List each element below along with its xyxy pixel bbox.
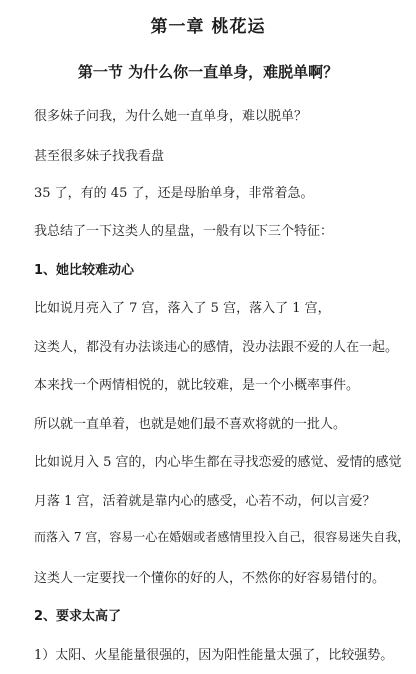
- paragraph: 所以就一直单着，也就是她们最不喜欢将就的一批人。: [34, 417, 347, 432]
- paragraph: 35 了，有的 45 了，还是母胎单身，非常着急。: [34, 186, 314, 201]
- paragraph: 本来找一个两情相悦的，就比较难，是一个小概率事件。: [34, 378, 360, 393]
- paragraph: 1）太阳、火星能量很强的，因为阳性能量太强了，比较强势。: [34, 648, 394, 663]
- section-title: 第一节 为什么你一直单身，难脱单啊？: [77, 63, 339, 81]
- paragraph: 比如说月亮入了 7 宫，落入了 5 宫，落入了 1 宫，: [34, 301, 331, 316]
- paragraph: 甚至很多妹子找我看盘: [34, 149, 165, 164]
- chapter-title: 第一章 桃花运: [150, 17, 266, 37]
- paragraph: 这类人，都没有办法谈违心的感情，没办法跟不爱的人在一起。: [34, 340, 399, 355]
- paragraph: 比如说月入 5 宫的，内心毕生都在寻找恋爱的感觉、爱情的感觉: [34, 455, 402, 470]
- paragraph: 而落入 7 宫，容易一心在婚姻或者感情里投入自己，很容易迷失自我，: [34, 530, 410, 544]
- paragraph: 月落 1 宫，活着就是靠内心的感受，心若不动，何以言爱？: [34, 494, 376, 509]
- paragraph: 这类人一定要找一个懂你的好的人，不然你的好容易错付的。: [34, 571, 386, 586]
- section-heading: 1、她比较难动心: [34, 263, 135, 278]
- section-heading: 2、要求太高了: [34, 609, 122, 624]
- paragraph: 很多妹子问我，为什么她一直单身，难以脱单？: [34, 109, 308, 124]
- paragraph: 我总结了一下这类人的星盘，一般有以下三个特征：: [34, 224, 334, 239]
